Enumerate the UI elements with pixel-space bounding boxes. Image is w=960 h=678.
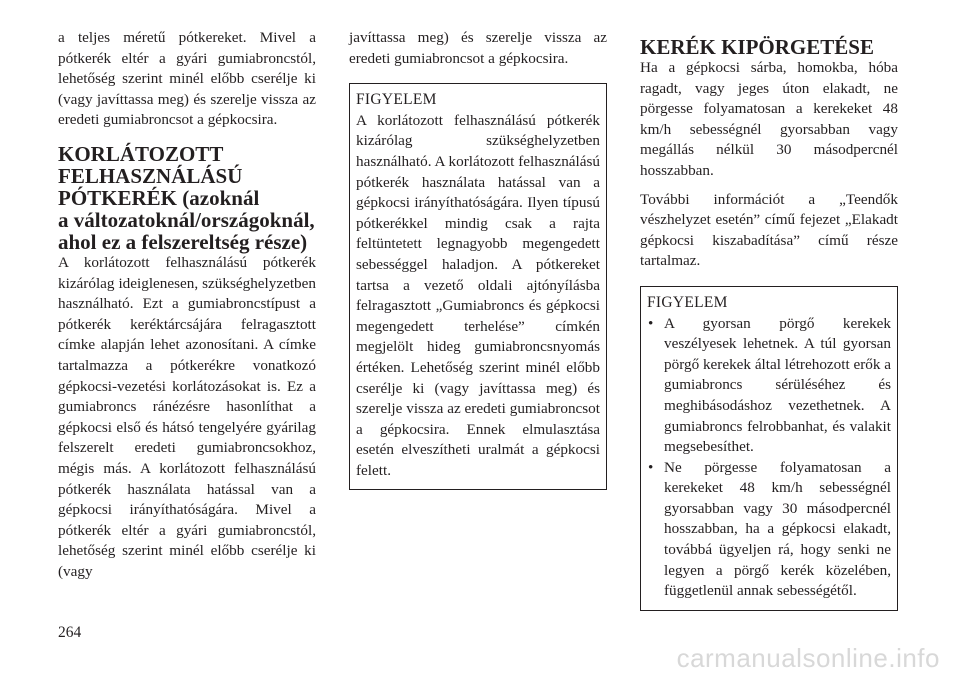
warning-list xyxy=(647,314,891,602)
warning-title: FIGYELEM xyxy=(356,91,437,109)
warning-text: A korlátozott felhasználású pótkerék kizárólag szükséghelyzetben használható. A korlátozott felhasználású pótkerék használata hatással van a gépkocsi irányíthatóságára. Ilyen típusú pótkerékkel mindig csak a rajta feltüntetett legnagyobb megengedett sebességgel haladjon. A pótkereket tartsa a vezető oldali ajtónyílásba felragasztott „Gumiabroncs és gépkocsi megengedett terhelése” címkén megjelölt hideg gumiabroncsnyomás értéken. Lehetőség szerint minél előbb cserélje ki (vagy javíttassa meg) és szerelje vissza az eredeti gumiabroncsot a gépkocsira. Ennek elmulasztása esetén elveszítheti uralmát a gépkocsi felett. xyxy=(356,111,600,479)
list-item xyxy=(647,458,891,602)
paragraph: További információt a „Teendők vészhelyzet esetén” című fejezet „Elakadt gépkocsi kiszabadítása” című része tartalmaz. xyxy=(640,190,898,270)
page-number: 264 xyxy=(58,624,82,641)
heading-line: a változatoknál/országoknál, xyxy=(58,207,315,232)
heading-line: ahol ez a felszereltség része) xyxy=(58,229,308,254)
warning-title: FIGYELEM xyxy=(647,293,728,311)
bullet-icon: • xyxy=(648,314,654,332)
left-column xyxy=(58,28,316,582)
list-item-text: Ne pörgesse folyamatosan a kerekeket 48 km/h sebességnél gyorsabban vagy 30 másodpercnél hosszabban, ha a gépkocsi elakadt, továbbá ügyeljen rá, hogy senki ne legyen a pörgő kerék közelében, függetlenül annak sebességétől. xyxy=(664,458,891,600)
list-item-text: A gyorsan pörgő kerekek veszélyesek lehetnek. A túl gyorsan pörgő kerekek által létrehozott erők a gumiabroncs sérüléséhez és meghibásodáshoz vezethetnek. A gumiabroncs felrobbanhat, és valakit megsebesíthet. xyxy=(664,314,892,456)
paragraph: a teljes méretű pótkereket. Mivel a pótkerék eltér a gyári gumiabroncstól, lehetőség szerint minél előbb cserélje ki (vagy javíttassa meg) és szerelje vissza az eredeti gumiabroncsot a gépkocsira. xyxy=(58,29,316,129)
paragraph: A korlátozott felhasználású pótkerék kizárólag ideiglenesen, szükséghelyzetben használható. Ezt a gumiabroncstípust a pótkerék keréktárcsájára felragasztott címke alapján lehet azonosítani. A címke tartalmazza a pótkerékre vonatkozó gépkocsi-vezetési korlátozásokat is. Ez a gumiabroncs ránézésre hasonlíthat a gépkocsi első és hátsó tengelyére gyárilag felszerelt eredeti gumiabroncsokhoz, mégis más. A korlátozott felhasználású pótkerék használata hatással van a gépkocsi irányíthatóságára. Mivel a pótkerék eltér a gyári gumiabroncstól, lehetőség szerint minél előbb cserélje ki (vagy xyxy=(58,253,316,580)
bullet-icon: • xyxy=(648,458,654,476)
heading-line: FELHASZNÁLÁSÚ xyxy=(58,163,243,188)
paragraph: javíttassa meg) és szerelje vissza az eredeti gumiabroncsot a gépkocsira. xyxy=(349,29,607,67)
watermark: carmanualsonline.info xyxy=(676,643,940,673)
warning-box xyxy=(349,83,607,490)
section-heading-limited-spare xyxy=(58,143,316,253)
right-column xyxy=(640,28,898,611)
warning-box xyxy=(640,286,898,611)
paragraph: Ha a gépkocsi sárba, homokba, hóba ragadt, vagy jeges úton elakadt, ne pörgesse folyamatosan a kerekeket 48 km/h sebességnél gyorsabban vagy megállás nélkül 30 másodpercnél hosszabban. xyxy=(640,59,898,179)
heading-line: PÓTKERÉK (azoknál xyxy=(58,185,260,210)
middle-column xyxy=(349,28,607,490)
section-heading-wheel-spin: KERÉK KIPÖRGETÉSE xyxy=(640,35,874,59)
heading-line: KORLÁTOZOTT xyxy=(58,141,224,166)
list-item xyxy=(647,314,891,458)
